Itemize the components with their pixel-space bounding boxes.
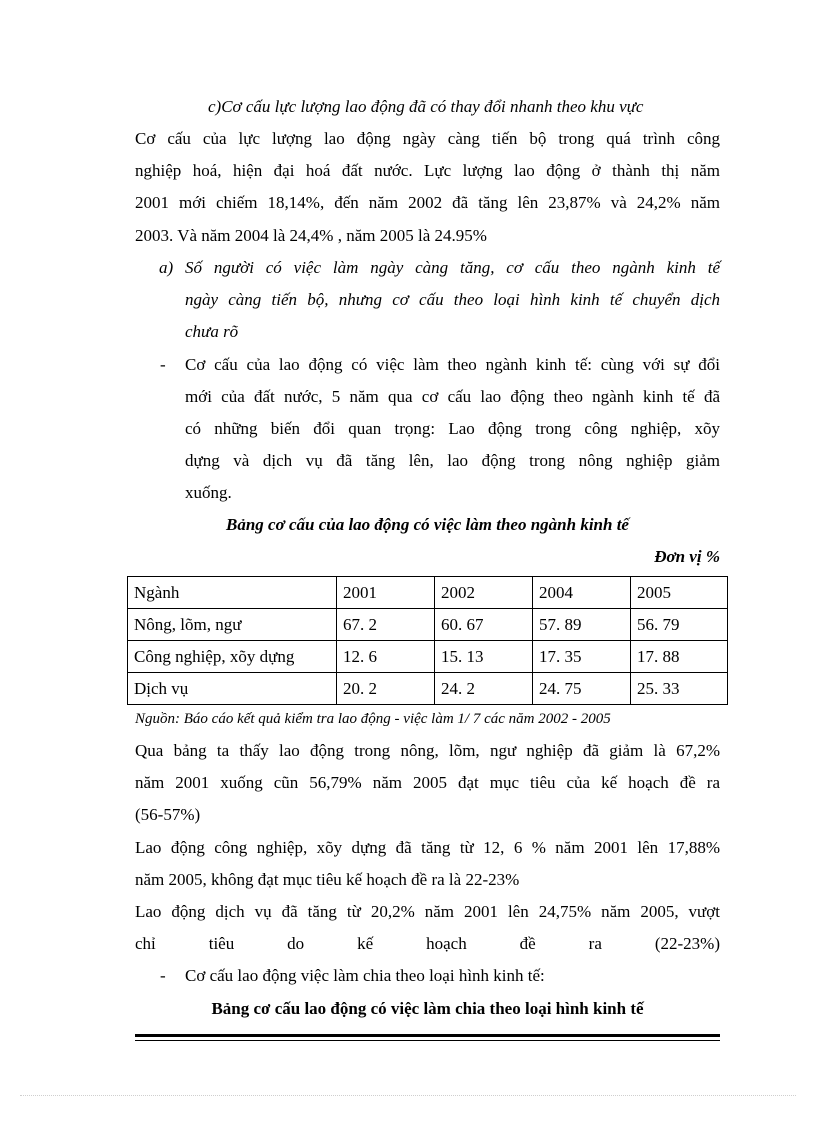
paragraph-line: năm 2005, không đạt mục tiêu kế hoạch đề ra là 22-23%	[135, 870, 520, 889]
table-header-cell: Ngành	[128, 577, 337, 609]
table-row	[128, 641, 728, 673]
list-item-line: ngày càng tiến bộ, nhưng cơ cấu theo loại hình kinh tế chuyển dịch	[185, 290, 720, 309]
list-item-line: chưa rõ	[185, 322, 239, 341]
table-cell: Công nghiệp, xõy dựng	[128, 641, 337, 673]
paragraph-line: 2003. Và năm 2004 là 24,4% , năm 2005 là 24.95%	[135, 226, 487, 245]
paragraph-line: Lao động dịch vụ đã tăng từ 20,2% năm 2001 lên 24,75% năm 2005, vượt	[135, 902, 720, 921]
table-cell: 20. 2	[337, 673, 435, 705]
table-cell: 56. 79	[631, 609, 728, 641]
table-cell: 17. 88	[631, 641, 728, 673]
page-edge	[20, 1095, 796, 1096]
bullet-line: Cơ cấu của lao động có việc làm theo ngành kinh tế: cùng với sự đổi	[185, 355, 720, 374]
table-cell: Nông, lõm, ngư	[128, 609, 337, 641]
bullet-line: có những biến đổi quan trọng: Lao động trong công nghiệp, xõy	[185, 419, 720, 438]
bullet-line: xuống.	[185, 483, 232, 502]
table-title: Bảng cơ cấu lao động có việc làm chia theo loại hình kinh tế	[211, 999, 644, 1018]
table-cell: Dịch vụ	[128, 673, 337, 705]
table-row	[128, 609, 728, 641]
table-title: Bảng cơ cấu của lao động có việc làm theo ngành kinh tế	[226, 515, 629, 534]
table-cell: 24. 75	[533, 673, 631, 705]
table-unit: Đơn vị %	[654, 547, 720, 566]
employment-by-sector-table	[127, 576, 728, 705]
section-heading-c: c)Cơ cấu lực lượng lao động đã có thay đổi nhanh theo khu vực	[208, 97, 644, 116]
bullet-line: dựng và dịch vụ đã tăng lên, lao động trong nông nghiệp giảm	[185, 451, 720, 470]
bullet-marker: -	[160, 966, 166, 985]
table-cell: 15. 13	[435, 641, 533, 673]
table-header-cell: 2001	[337, 577, 435, 609]
paragraph-line: Lao động công nghiệp, xõy dựng đã tăng từ 12, 6 % năm 2001 lên 17,88%	[135, 838, 720, 857]
table-cell: 57. 89	[533, 609, 631, 641]
bullet-marker: -	[160, 355, 166, 374]
paragraph-line: Cơ cấu của lực lượng lao động ngày càng tiến bộ trong quá trình công	[135, 129, 720, 148]
bullet-line: Cơ cấu lao động việc làm chia theo loại hình kinh tế:	[185, 966, 545, 985]
paragraph-line: Qua bảng ta thấy lao động trong nông, lõm, ngư nghiệp đã giảm là 67,2%	[135, 741, 720, 760]
bullet-line: mới của đất nước, 5 năm qua cơ cấu lao động theo ngành kinh tế đã	[185, 387, 720, 406]
table-cell: 12. 6	[337, 641, 435, 673]
table-row	[128, 673, 728, 705]
paragraph-line: chỉ tiêu do kế hoạch đề ra (22-23%)	[135, 934, 720, 953]
paragraph-line: nghiệp hoá, hiện đại hoá đất nước. Lực lượng lao động ở thành thị năm	[135, 161, 720, 180]
table-cell: 17. 35	[533, 641, 631, 673]
paragraph-line: (56-57%)	[135, 805, 201, 824]
list-marker-a: a)	[159, 258, 174, 277]
table-cell: 67. 2	[337, 609, 435, 641]
table-header-cell: 2002	[435, 577, 533, 609]
table-source: Nguồn: Báo cáo kết quả kiểm tra lao động - việc làm 1/ 7 các năm 2002 - 2005	[135, 711, 611, 727]
table-header-cell: 2004	[533, 577, 631, 609]
table-cell: 24. 2	[435, 673, 533, 705]
paragraph-line: năm 2001 xuống cũn 56,79% năm 2005 đạt mục tiêu của kế hoạch đề ra	[135, 773, 720, 792]
bottom-rule	[135, 1034, 720, 1037]
table-header-cell: 2005	[631, 577, 728, 609]
table-cell: 25. 33	[631, 673, 728, 705]
bottom-rule	[135, 1040, 720, 1041]
table-header-row	[128, 577, 728, 609]
list-item-line: Số người có việc làm ngày càng tăng, cơ cấu theo ngành kinh tế	[185, 258, 720, 277]
paragraph-line: 2001 mới chiếm 18,14%, đến năm 2002 đã tăng lên 23,87% và 24,2% năm	[135, 193, 720, 212]
table-cell: 60. 67	[435, 609, 533, 641]
